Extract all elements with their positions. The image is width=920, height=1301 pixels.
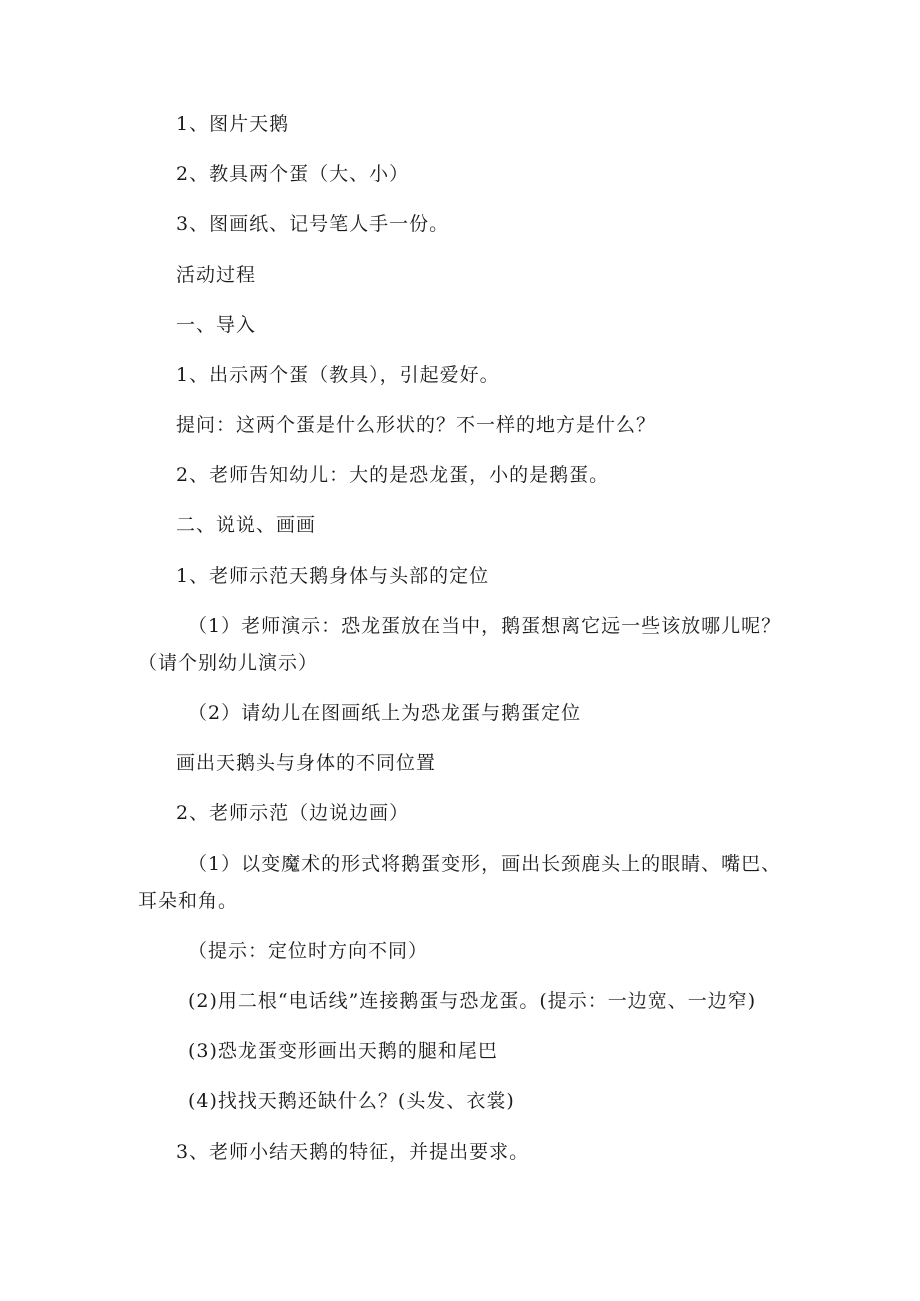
- text-line: (3)恐龙蛋变形画出天鹅的腿和尾巴: [188, 1040, 498, 1062]
- text-line: 1、图片天鹅: [176, 113, 290, 135]
- text-line: 1、老师示范天鹅身体与头部的定位: [176, 565, 490, 587]
- text-line: （1）以变魔术的形式将鹅蛋变形，画出长颈鹿头上的眼睛、嘴巴、: [188, 853, 782, 875]
- text-line: 提问：这两个蛋是什么形状的？不一样的地方是什么？: [176, 414, 657, 436]
- text-line: （提示：定位时方向不同）: [188, 940, 429, 962]
- text-line: 3、老师小结天鹅的特征，并提出要求。: [176, 1141, 530, 1163]
- text-line: （1）老师演示：恐龙蛋放在当中，鹅蛋想离它远一些该放哪儿呢？: [188, 615, 782, 637]
- section-heading: 一、导入: [176, 314, 257, 336]
- section-heading: 二、说说、画画: [176, 514, 317, 536]
- text-line: 2、老师示范（边说边画）: [176, 802, 410, 824]
- text-line: 画出天鹅头与身体的不同位置: [176, 752, 437, 774]
- text-line: 3、图画纸、记号笔人手一份。: [176, 213, 450, 235]
- text-line: (2)用二根“电话线”连接鹅蛋与恐龙蛋。(提示：一边宽、一边窄): [188, 990, 757, 1012]
- text-line: （请个别幼儿演示）: [138, 652, 319, 674]
- text-line: 2、教具两个蛋（大、小）: [176, 163, 410, 185]
- text-line: 1、出示两个蛋（教具），引起爱好。: [176, 364, 500, 386]
- text-line: (4)找找天鹅还缺什么？(头发、衣裳): [188, 1090, 515, 1112]
- text-line: （2）请幼儿在图画纸上为恐龙蛋与鹅蛋定位: [188, 702, 582, 724]
- text-line: 2、老师告知幼儿：大的是恐龙蛋，小的是鹅蛋。: [176, 464, 610, 486]
- text-line: 耳朵和角。: [138, 890, 239, 912]
- section-heading: 活动过程: [176, 264, 257, 286]
